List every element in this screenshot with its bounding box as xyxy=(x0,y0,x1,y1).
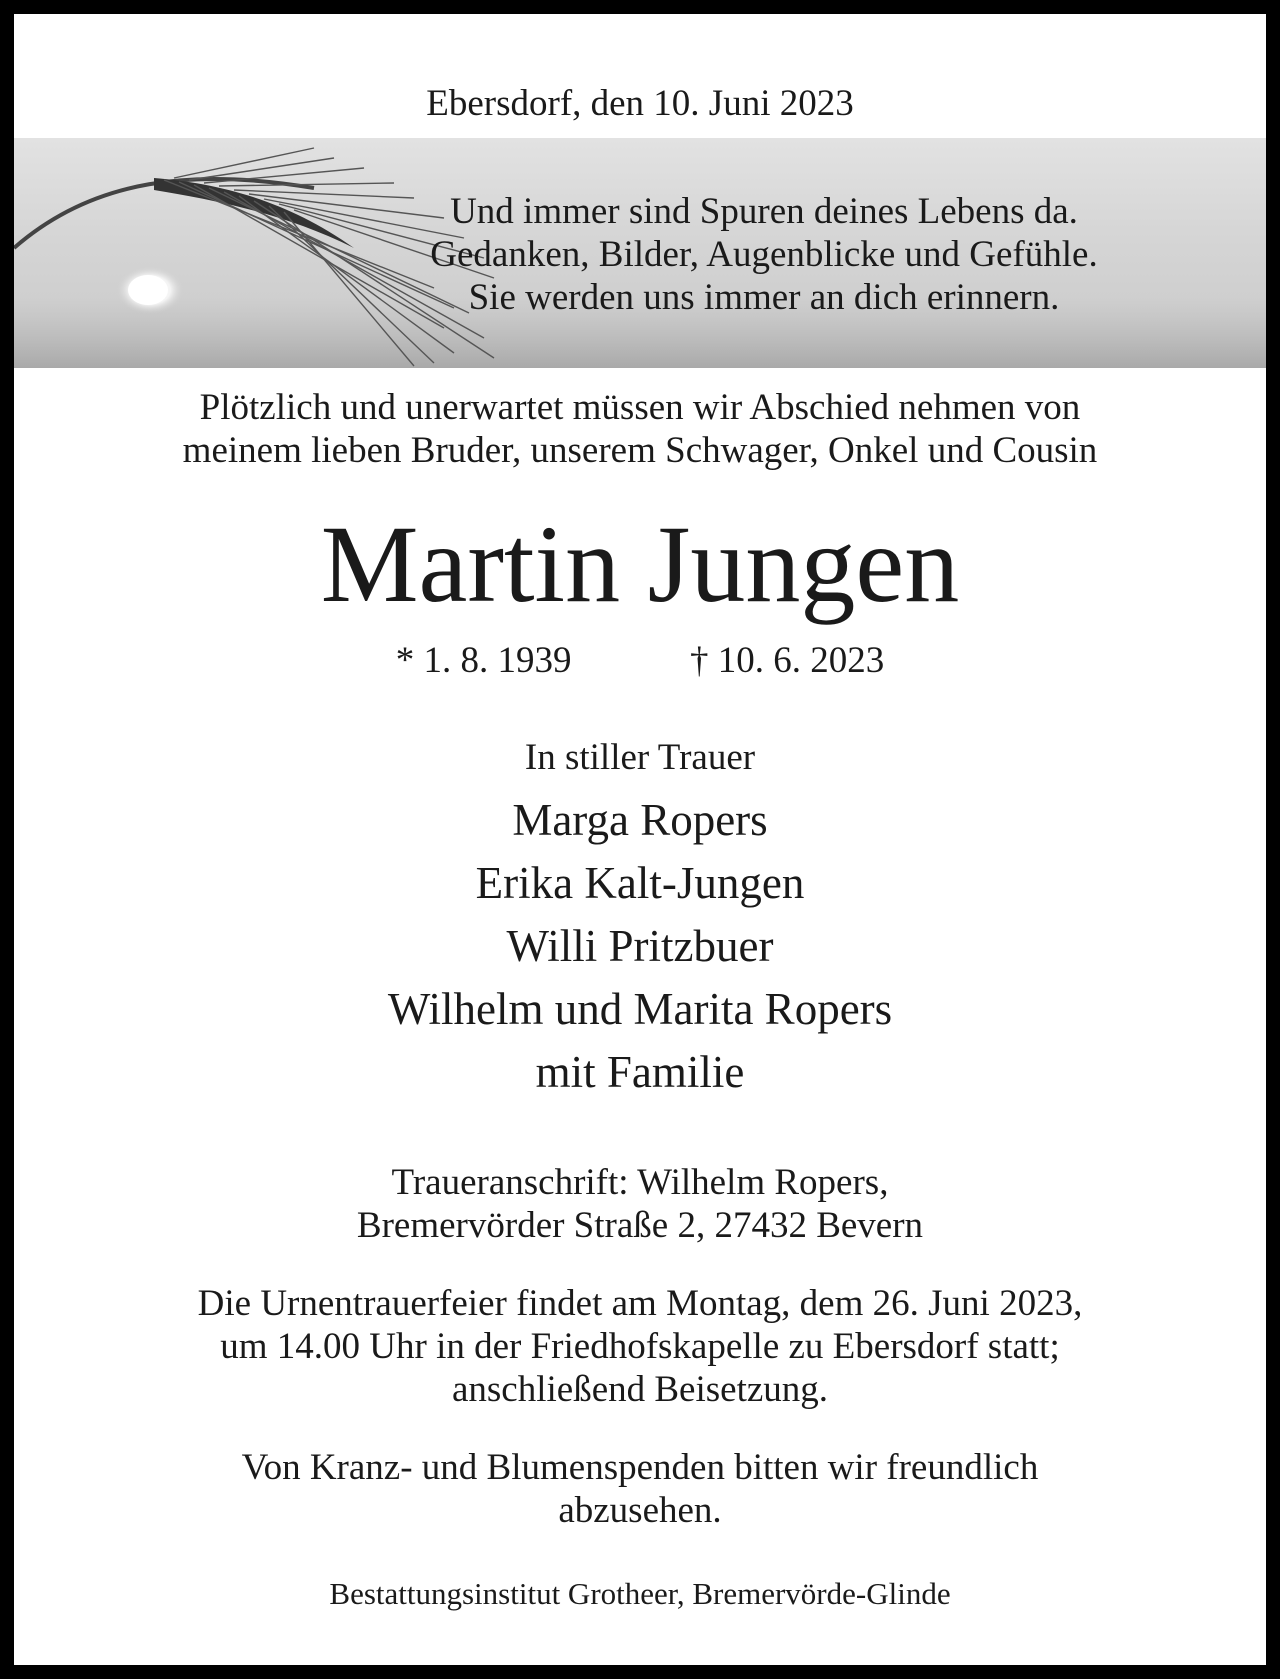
mourner-name: Willi Pritzbuer xyxy=(506,921,774,971)
request-line-2: abzusehen. xyxy=(558,1490,722,1531)
mourners-heading: In stiller Trauer xyxy=(524,737,756,778)
wheat-banner-image xyxy=(14,138,1266,368)
verse-line-3: Sie werden uns immer an dich erinnern. xyxy=(468,277,1060,318)
ceremony-line-2: um 14.00 Uhr in der Friedhofskapelle zu Ebersdorf statt; xyxy=(220,1326,1060,1367)
death-date: † 10. 6. 2023 xyxy=(690,640,885,681)
verse-line-1: Und immer sind Spuren deines Lebens da. xyxy=(450,191,1078,232)
place-date: Ebersdorf, den 10. Juni 2023 xyxy=(426,83,854,124)
address-line-2: Bremervörder Straße 2, 27432 Bevern xyxy=(356,1205,924,1246)
birth-date: * 1. 8. 1939 xyxy=(395,640,572,681)
mourner-name: mit Familie xyxy=(535,1047,745,1097)
life-dates xyxy=(14,639,1266,682)
intro-line-2: meinem lieben Bruder, unserem Schwager, Onkel und Cousin xyxy=(182,430,1098,471)
intro-line-1: Plötzlich und unerwartet müssen wir Abschied nehmen von xyxy=(199,387,1081,428)
ceremony-line-1: Die Urnentrauerfeier findet am Montag, dem 26. Juni 2023, xyxy=(197,1283,1083,1324)
ceremony-line-3: anschließend Beisetzung. xyxy=(451,1369,829,1410)
deceased-name: Martin Jungen xyxy=(320,503,960,625)
mourner-name: Erika Kalt-Jungen xyxy=(475,858,805,908)
verse-line-2: Gedanken, Bilder, Augenblicke und Gefühle. xyxy=(430,234,1098,275)
request-line-1: Von Kranz- und Blumenspenden bitten wir freundlich xyxy=(241,1447,1039,1488)
address-line-1: Traueranschrift: Wilhelm Ropers, xyxy=(391,1162,889,1203)
obituary-card xyxy=(14,14,1266,1665)
mourner-name: Wilhelm und Marita Ropers xyxy=(387,984,893,1034)
mourner-name: Marga Ropers xyxy=(512,795,768,845)
undertaker: Bestattungsinstitut Grotheer, Bremervörde-Glinde xyxy=(329,1576,951,1611)
